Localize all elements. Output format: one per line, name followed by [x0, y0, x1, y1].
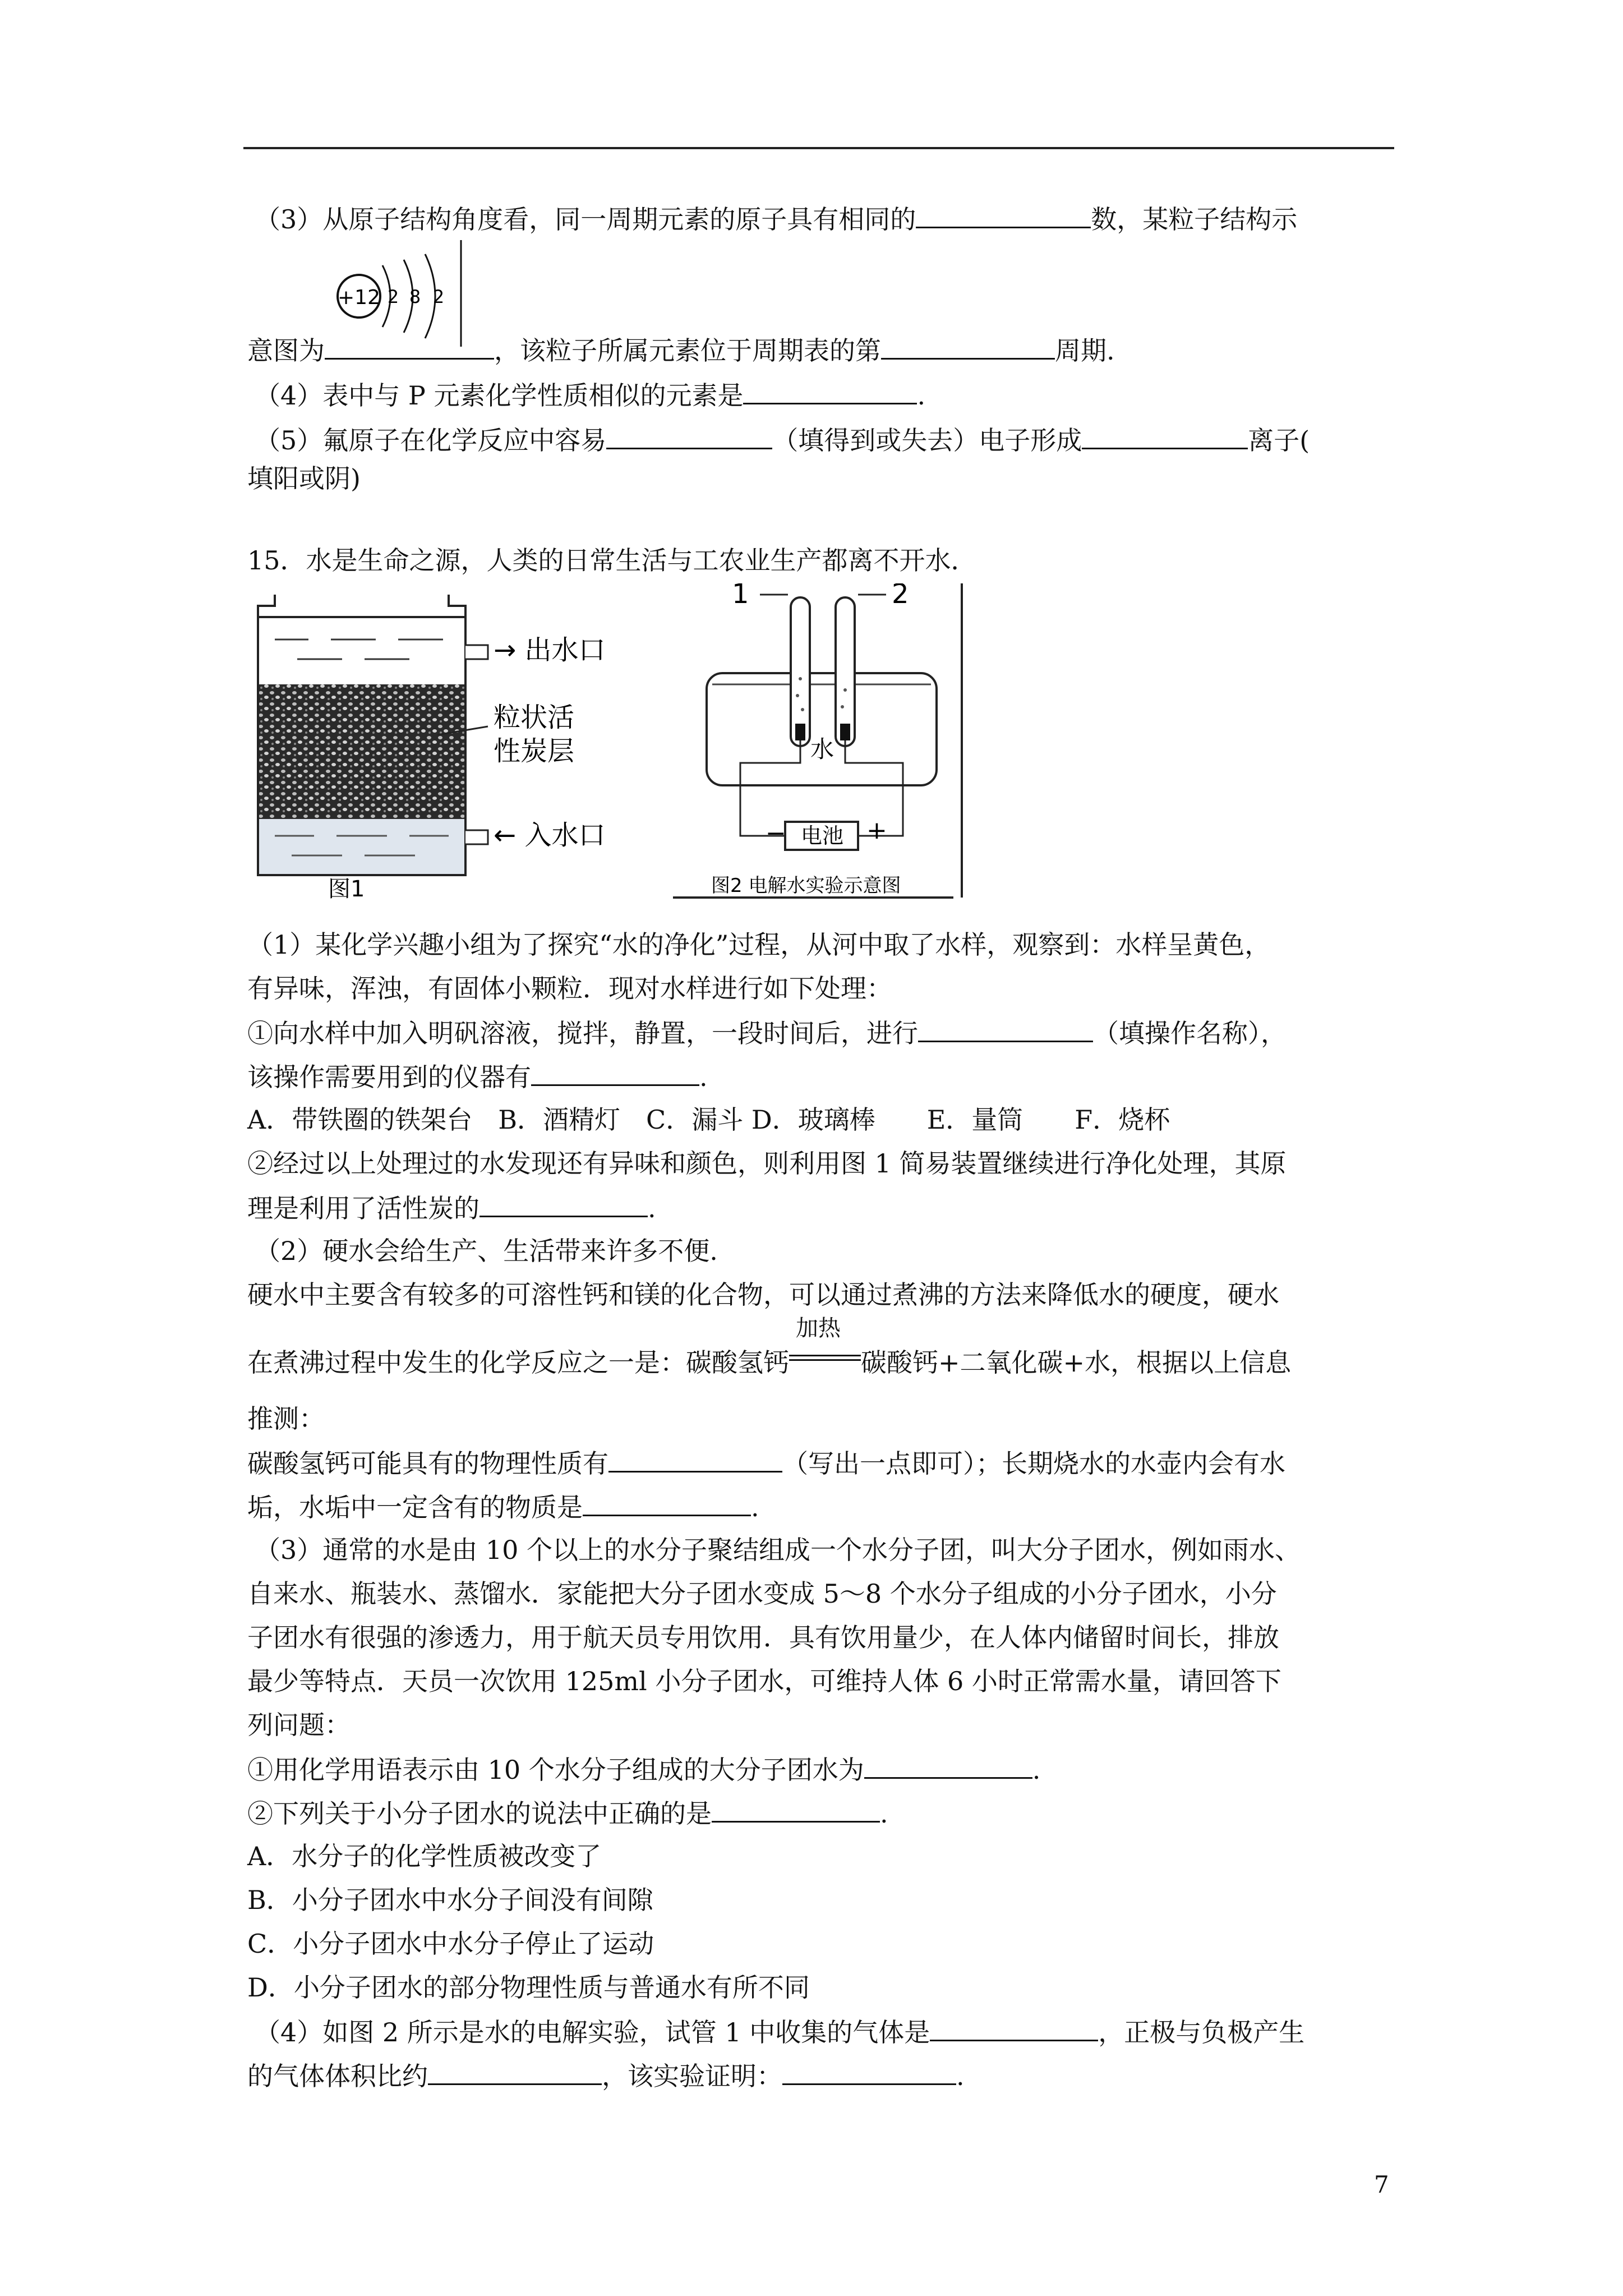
q14-line3: （3）从原子结构角度看，同一周期元素的原子具有相同的 数，某粒子结构示 — [255, 202, 1297, 236]
answer-blank[interactable] — [916, 202, 1091, 228]
water-label: 水 — [810, 735, 834, 763]
q15-option-c: C．小分子团水中水分子停止了运动 — [247, 1929, 654, 1959]
q15-p3a: （3）通常的水是由 10 个以上的水分子聚结组成一个水分子团，叫大分子团水，例如雨水、 — [255, 1535, 1301, 1565]
figure2-caption: 图2 电解水实验示意图 — [711, 875, 901, 897]
q15-p2c: 在煮沸过程中发生的化学反应之一是：碳酸氢钙 加热 碳酸钙+二氧化碳+水，根据以上信息 — [247, 1346, 1291, 1379]
q15-option-d: D．小分子团水的部分物理性质与普通水有所不同 — [247, 1972, 810, 2003]
carbon-layer-label-2: 性炭层 — [494, 735, 575, 767]
q15-p3e: 列问题： — [247, 1710, 351, 1740]
q14-line3b: 意图为 ，该粒子所属元素位于周期表的第 周期. — [247, 333, 1115, 367]
outlet-label: → 出水口 — [494, 634, 606, 666]
shell-3-electrons: 2 — [432, 286, 445, 307]
q15-p3g: ②下列关于小分子团水的说法中正确的是 . — [247, 1796, 888, 1830]
q15-p3f: ①用化学用语表示由 10 个水分子组成的大分子团水为 . — [247, 1752, 1040, 1786]
answer-blank[interactable] — [712, 1796, 880, 1823]
q15-option-a: A．水分子的化学性质被改变了 — [247, 1841, 602, 1871]
tube-2-label: 2 — [892, 583, 909, 610]
figure1-carbon-filter — [247, 589, 673, 903]
battery-label: 电池 — [801, 823, 844, 848]
page-number: 7 — [1374, 2171, 1389, 2198]
q15-s2b: 理是利用了活性炭的 . — [247, 1191, 656, 1225]
q15-option-b: B．小分子团水中水分子间没有间隙 — [247, 1885, 653, 1915]
answer-blank[interactable] — [608, 1446, 782, 1473]
q14-line4: （4）表中与 P 元素化学性质相似的元素是 . — [255, 378, 925, 412]
answer-blank[interactable] — [930, 2015, 1098, 2041]
answer-blank[interactable] — [531, 1060, 699, 1086]
q15-options: A．带铁圈的铁架台 B．酒精灯 C．漏斗 D．玻璃棒 E．量筒 F．烧杯 — [247, 1105, 1170, 1135]
answer-blank[interactable] — [918, 1016, 1093, 1042]
negative-terminal: − — [766, 819, 786, 848]
q15-p3d: 最少等特点．天员一次饮用 125ml 小分子团水，可维持人体 6 小时正常需水量，请回答下 — [247, 1666, 1281, 1696]
shell-1-electrons: 2 — [387, 286, 399, 307]
q15-p1b: 有异味，浑浊，有固体小颗粒．现对水样进行如下处理： — [247, 973, 892, 1004]
answer-blank[interactable] — [782, 2059, 956, 2085]
reaction-condition: 加热 — [796, 1315, 841, 1341]
q15-p2d: 推测： — [247, 1404, 325, 1434]
answer-blank[interactable] — [606, 423, 772, 449]
answer-blank[interactable] — [881, 333, 1055, 360]
nucleus-charge: +12 — [338, 286, 380, 309]
q15-p3b: 自来水、瓶装水、蒸馏水．家能把大分子团水变成 5～8 个水分子组成的小分子团水，小分 — [247, 1579, 1277, 1609]
q15-s2a: ②经过以上处理过的水发现还有异味和颜色，则利用图 1 简易装置继续进行净化处理，其原 — [247, 1148, 1287, 1179]
header-rule — [243, 147, 1394, 149]
q14-line5b: 填阳或阴) — [247, 463, 361, 494]
q15-p2b: 硬水中主要含有较多的可溶性钙和镁的化合物，可以通过煮沸的方法来降低水的硬度，硬水 — [247, 1280, 1279, 1310]
q15-s1a: ①向水样中加入明矾溶液，搅拌，静置，一段时间后，进行 （填操作名称）， — [247, 1016, 1287, 1050]
shell-2-electrons: 8 — [409, 286, 421, 307]
positive-terminal: + — [866, 816, 887, 845]
answer-blank[interactable] — [583, 1490, 751, 1516]
tube-1-label: 1 — [732, 583, 749, 610]
q15-title: 15．水是生命之源，人类的日常生活与工农业生产都离不开水． — [247, 545, 977, 576]
answer-blank[interactable] — [864, 1752, 1032, 1779]
figure2-electrolysis — [673, 583, 970, 909]
q15-p1a: （1）某化学兴趣小组为了探究“水的净化”过程，从河中取了水样，观察到：水样呈黄色， — [247, 930, 1271, 960]
answer-blank[interactable] — [428, 2059, 602, 2085]
answer-blank[interactable] — [1082, 423, 1248, 449]
q15-p2e: 碳酸氢钙可能具有的物理性质有 （写出一点即可）；长期烧水的水壶内会有水 — [247, 1446, 1285, 1480]
answer-blank[interactable] — [743, 378, 917, 404]
q15-s1b: 该操作需要用到的仪器有 . — [247, 1060, 708, 1093]
inlet-label: ← 入水口 — [494, 820, 606, 851]
diagram-underline — [325, 333, 494, 360]
q15-p4b: 的气体体积比约 ，该实验证明： . — [247, 2059, 965, 2092]
carbon-layer-label-1: 粒状活 — [494, 702, 575, 733]
q15-p2f: 垢，水垢中一定含有的物质是 . — [247, 1490, 759, 1524]
q15-p3c: 子团水有很强的渗透力，用于航天员专用饮用．具有饮用量少，在人体内储留时间长，排放 — [247, 1622, 1279, 1653]
answer-blank[interactable] — [479, 1191, 648, 1217]
q15-p4a: （4）如图 2 所示是水的电解实验，试管 1 中收集的气体是 ，正极与负极产生 — [255, 2015, 1304, 2049]
heating-arrow — [789, 1315, 861, 1372]
q15-p2a: （2）硬水会给生产、生活带来许多不便. — [255, 1236, 718, 1266]
q14-line5: （5）氟原子在化学反应中容易 （填得到或失去）电子形成 离子( — [255, 423, 1310, 457]
figure1-caption: 图1 — [328, 876, 365, 902]
